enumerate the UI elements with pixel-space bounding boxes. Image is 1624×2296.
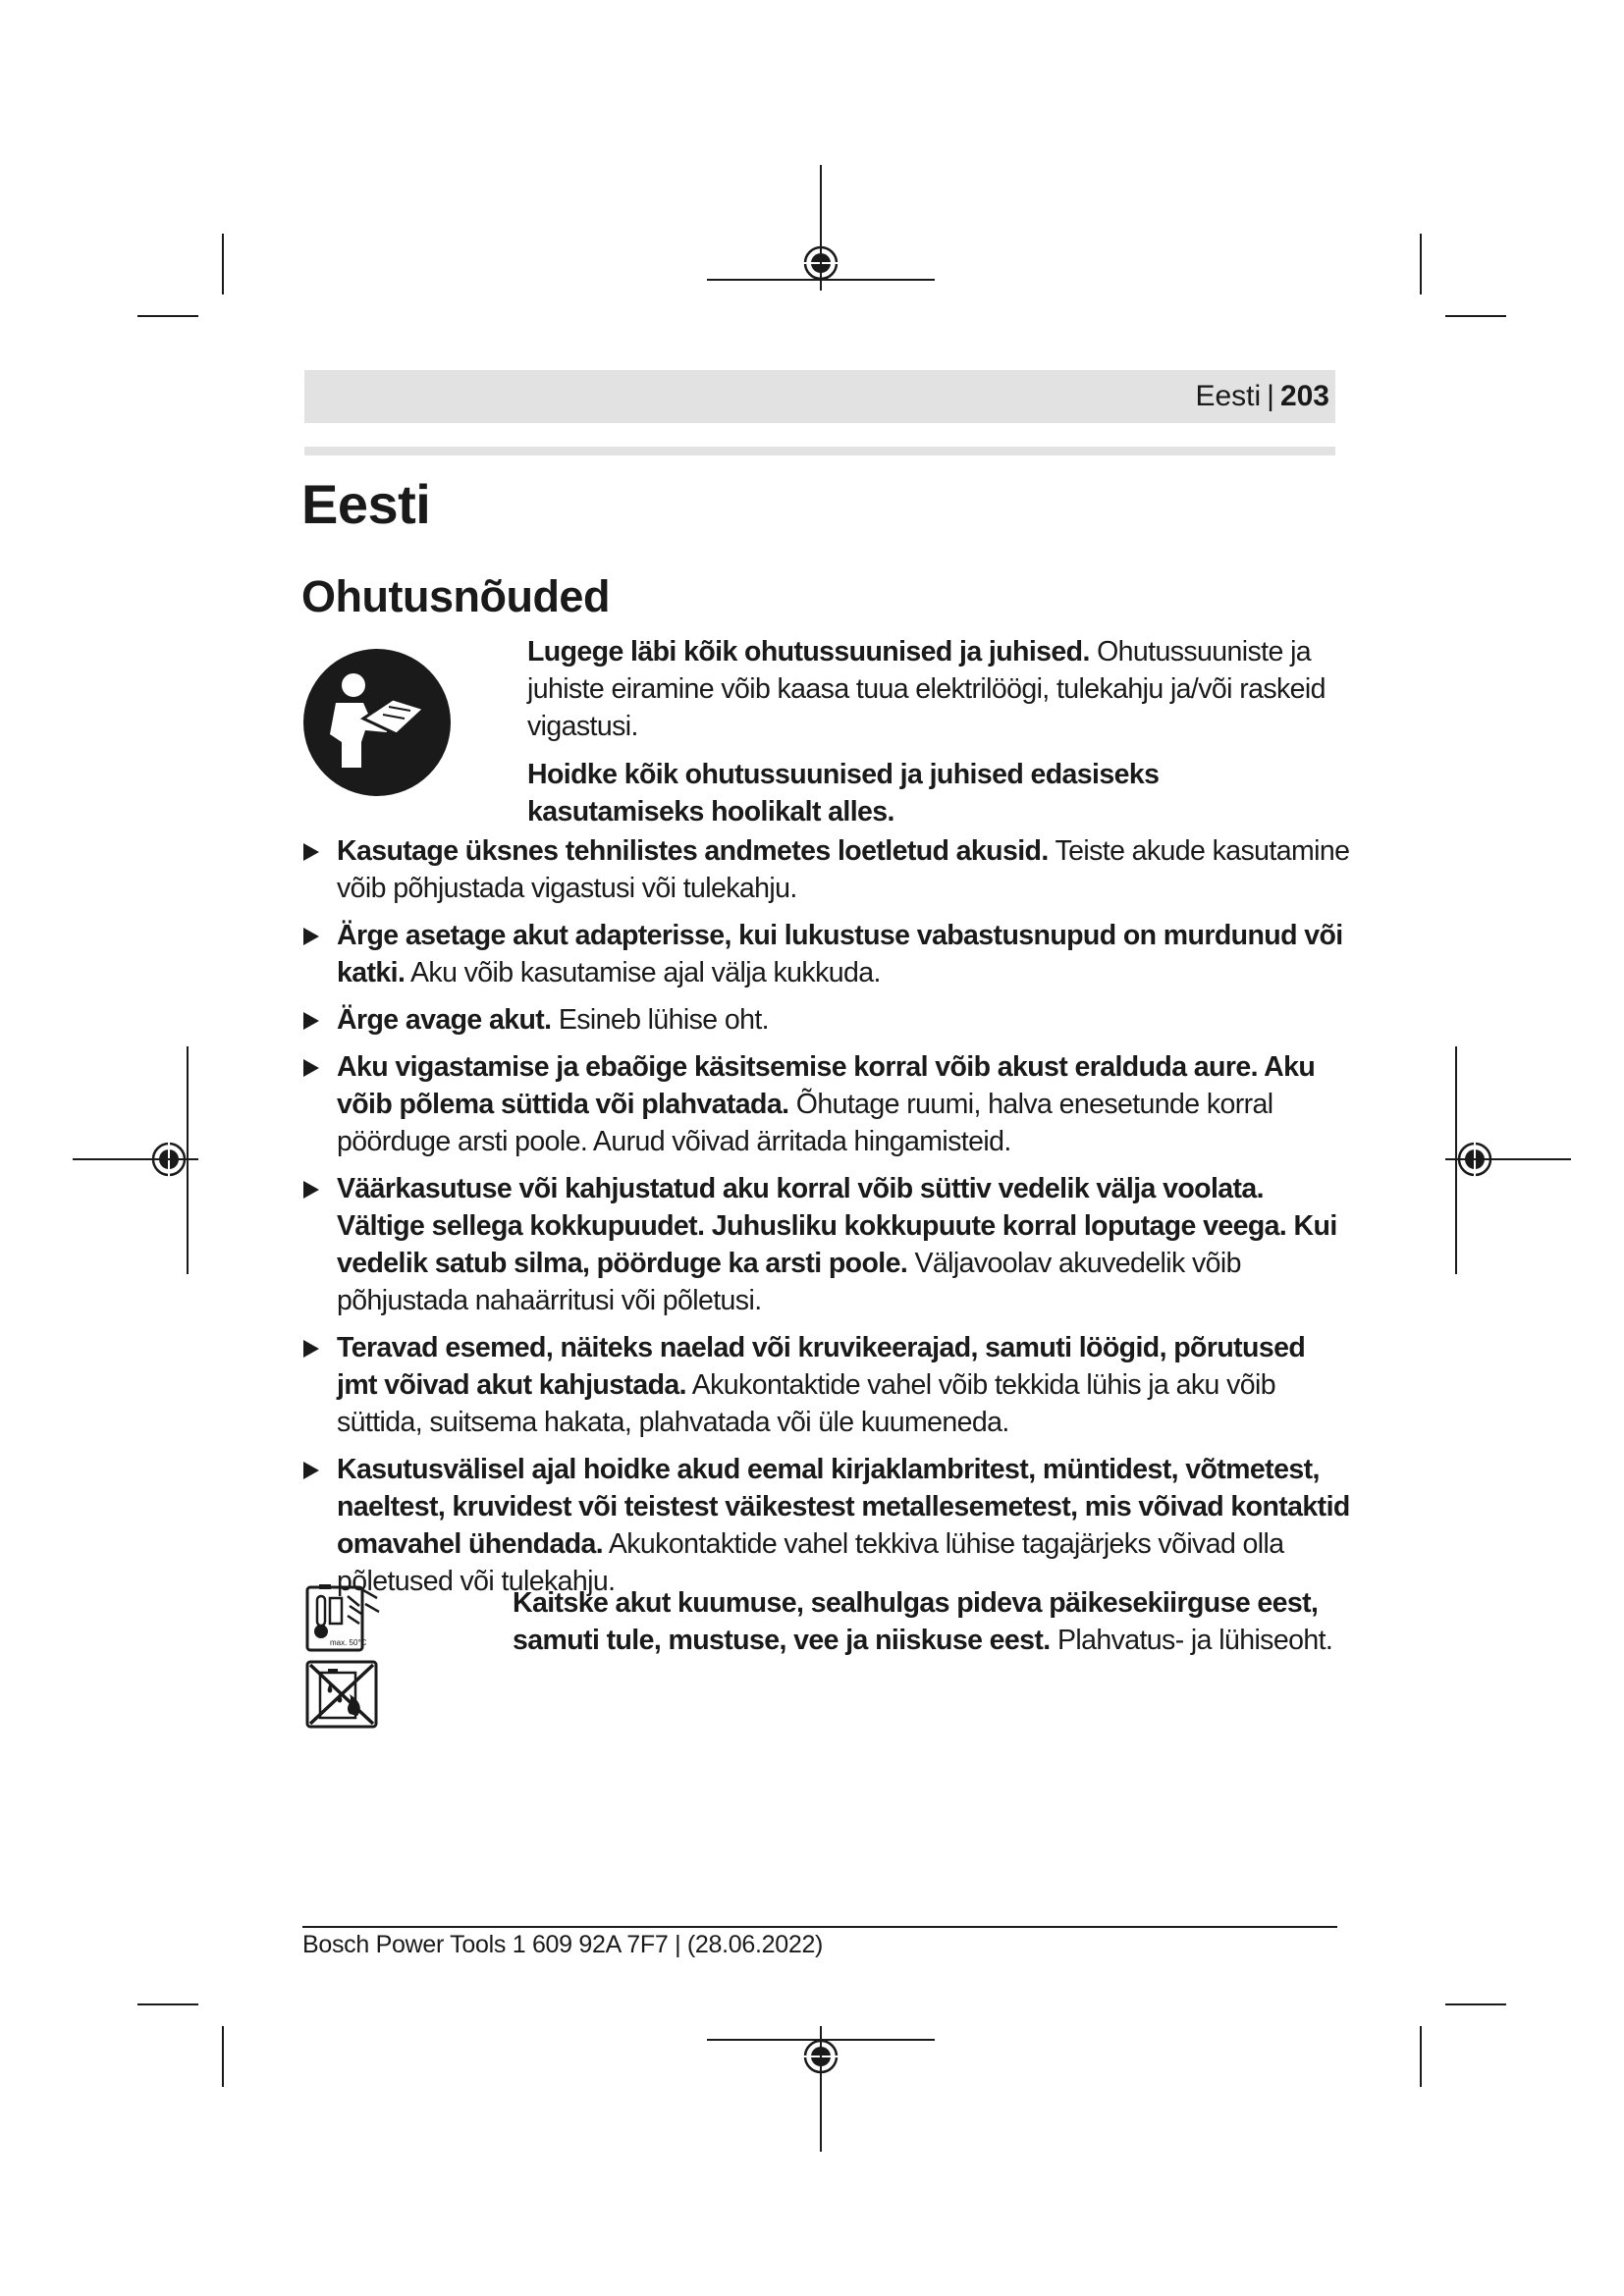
battery-no-water-fire-icon (304, 1659, 381, 1730)
bullet-text: Aku võib kasutamise ajal välja kukkuda. (405, 957, 881, 988)
bullet-text: Esineb lühise oht. (551, 1004, 769, 1036)
bullet-triangle-icon (303, 1059, 319, 1077)
bullet-bold: Kasutusvälisel ajal hoidke akud eemal kirjaklambritest, müntidest, võtmetest, naeltest, kruvidest või teistest väikestest metallesemetest, mis võivad kontaktid omavahel ühendada. (337, 1454, 1350, 1560)
intro-bold: Lugege läbi kõik ohutussuunised ja juhised. (527, 636, 1090, 667)
heat-warning-text (513, 1584, 1337, 1659)
crosshair-icon (801, 2037, 840, 2076)
battery-heat-max-icon (304, 1582, 381, 1653)
list-item (299, 917, 1350, 991)
bullet-text: Akukontaktide vahel tekkiva lühise tagajärjeks võivad olla põletused või tulekahju. (337, 1528, 1284, 1597)
list-item (299, 1329, 1350, 1441)
read-manual-icon (302, 648, 452, 797)
warning-pictograms (304, 1582, 383, 1730)
bullet-text: Väljavoolav akuvedelik võib põhjustada nahaärritusi või põletusi. (337, 1248, 1241, 1316)
header-separator: | (1267, 380, 1274, 412)
bullet-text: Õhutage ruumi, halva enesetunde korral pöörduge arsti poole. Aurud võivad ärritada hingamisteid. (337, 1089, 1273, 1157)
keep-instructions-bold: Hoidke kõik ohutussuunised ja juhised edasiseks kasutamiseks hoolikalt alles. (527, 759, 1160, 828)
list-item (299, 1451, 1350, 1600)
bullet-bold: Väärkasutuse või kahjustatud aku korral võib süttiv vedelik välja voolata. Vältige sellega kokkupuudet. Juhusliku kokkupuute korral loputage veega. Kui vedelik satub silma, pöörduge ka arsti poole. (337, 1173, 1337, 1279)
heat-warning-bold: Kaitske akut kuumuse, sealhulgas pideva päikesekiirguse eest, samuti tule, mustuse, vee ja niiskuse eest. (513, 1587, 1319, 1656)
bullet-bold: Ärge avage akut. (337, 1004, 552, 1036)
header-rule (304, 447, 1335, 455)
page-title: Eesti (301, 473, 431, 535)
list-item (299, 1048, 1350, 1160)
header-language: Eesti (1195, 380, 1262, 412)
list-item (299, 832, 1350, 907)
bullet-triangle-icon (303, 1340, 319, 1358)
list-item (299, 1170, 1350, 1319)
crosshair-icon (1455, 1140, 1494, 1179)
bullet-triangle-icon (303, 1012, 319, 1030)
bullet-bold: Aku vigastamise ja ebaõige käsitsemise korral võib akust eralduda aure. Aku võib põlema süttida või plahvatada. (337, 1051, 1316, 1120)
page-number: 203 (1279, 380, 1329, 412)
section-title: Ohutusnõuded (301, 571, 610, 621)
intro-text: Ohutussuuniste ja juhiste eiramine võib kaasa tuua elektrilöögi, tulekahju ja/või raskeid vigastusi. (527, 636, 1326, 742)
bullet-triangle-icon (303, 1462, 319, 1479)
safety-list (299, 832, 1350, 1610)
intro-paragraph (527, 633, 1342, 745)
heat-warning-tail: Plahvatus- ja lühiseoht. (1050, 1625, 1333, 1656)
running-header (1195, 376, 1329, 417)
bullet-triangle-icon (303, 1181, 319, 1199)
bullet-bold: Ärge asetage akut adapterisse, kui lukustuse vabastusnupud on murdunud või katki. (337, 920, 1343, 988)
bullet-triangle-icon (303, 928, 319, 945)
max-temperature-label: max. 50°C (330, 1638, 367, 1647)
list-item (299, 1001, 1350, 1039)
crosshair-icon (149, 1140, 189, 1179)
bullet-text: Teiste akude kasutamine võib põhjustada vigastusi või tulekahju. (337, 835, 1350, 904)
bullet-bold: Kasutage üksnes tehnilistes andmetes loetletud akusid. (337, 835, 1049, 867)
intro-block (527, 633, 1342, 841)
keep-instructions (527, 756, 1342, 830)
bullet-triangle-icon (303, 843, 319, 861)
bullet-bold: Teravad esemed, näiteks naelad või kruvikeerajad, samuti löögid, põrutused jmt võivad akut kahjustada. (337, 1332, 1306, 1401)
header-band (304, 370, 1335, 423)
bullet-text: Akukontaktide vahel võib tekkida lühis ja aku võib süttida, suitsema hakata, plahvatada või üle kuumeneda. (337, 1369, 1275, 1438)
crosshair-icon (801, 243, 840, 283)
footer-text: Bosch Power Tools 1 609 92A 7F7 | (28.06.2022) (302, 1931, 824, 1958)
